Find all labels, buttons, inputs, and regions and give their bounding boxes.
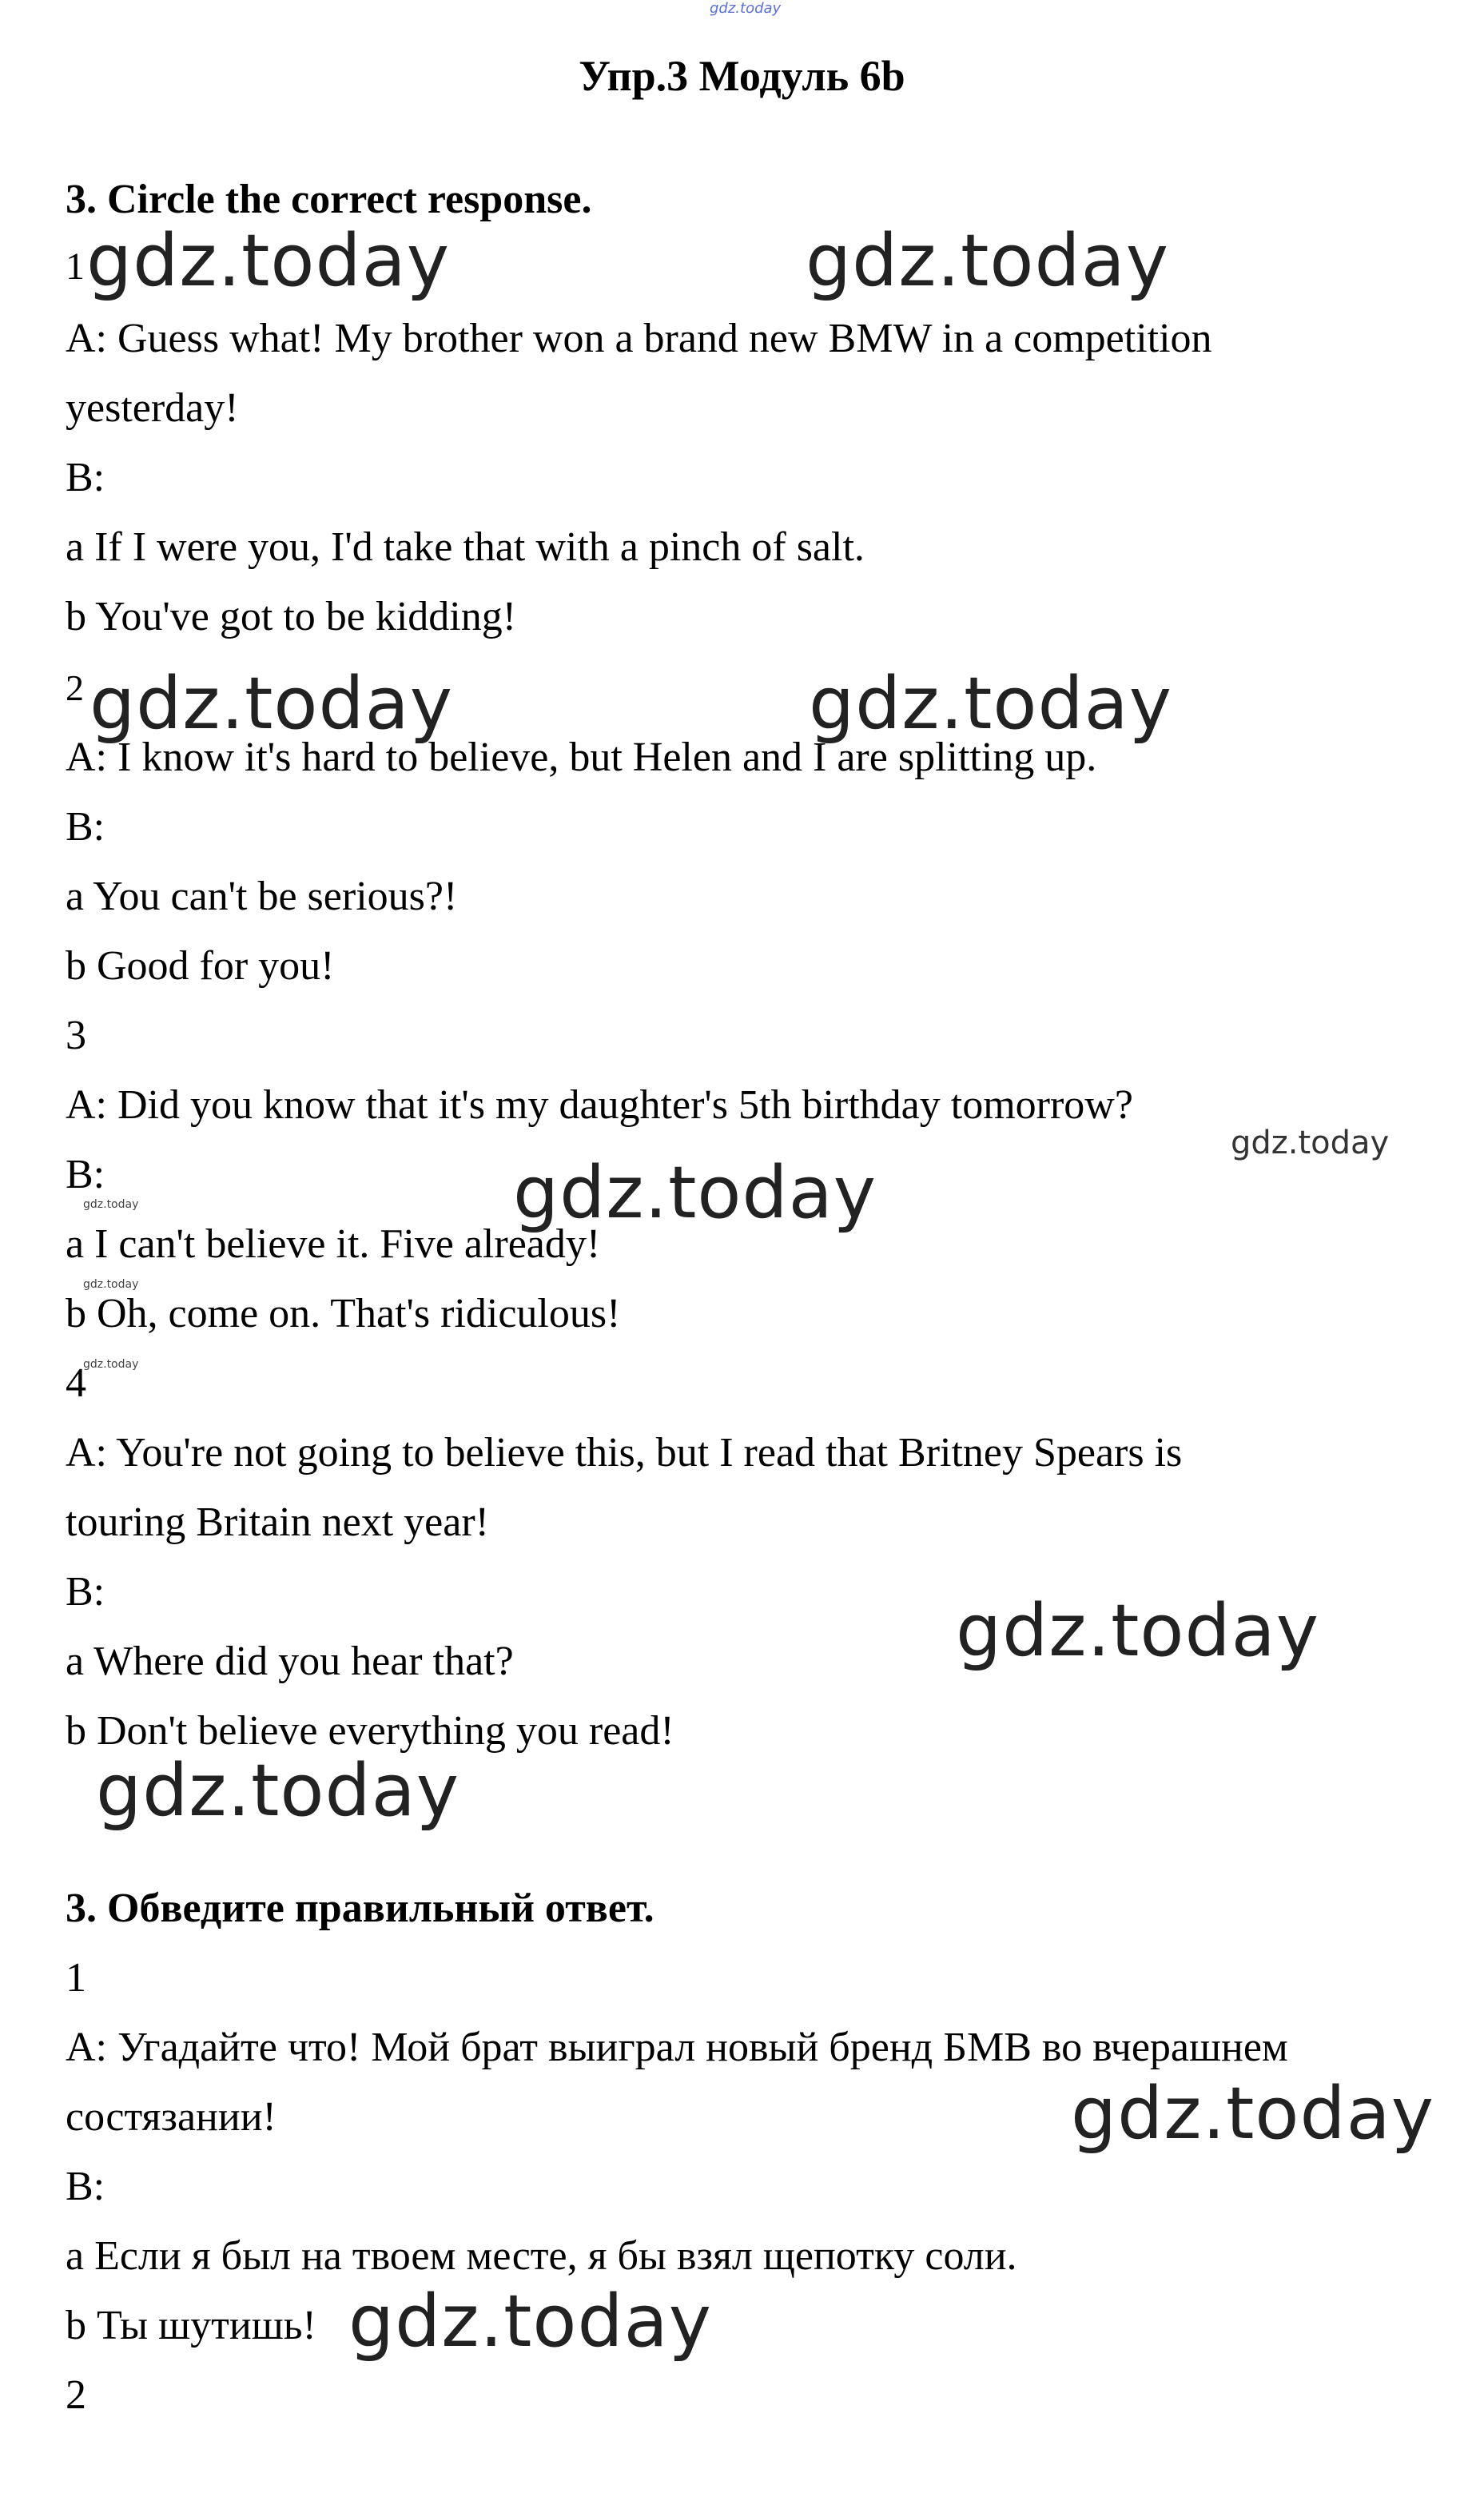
question-line: A: You're not going to believe this, but I read that Britney Spears is (66, 1430, 1183, 1475)
option-b: b Oh, come on. That's ridiculous! (66, 1291, 621, 1336)
response-label: B: (66, 1152, 105, 1197)
question-line: A: Угадайте что! Мой брат выиграл новый бренд БМВ во вчерашнем (66, 2025, 1288, 2070)
option-b: b You've got to be kidding! (66, 594, 517, 639)
question-line: A: Guess what! My brother won a brand new BMW in a competition (66, 316, 1212, 361)
question-line: touring Britain next year! (66, 1499, 489, 1545)
watermark: gdz.today (809, 662, 1173, 746)
watermark: gdz.today (1071, 2072, 1435, 2156)
watermark: gdz.today (83, 1278, 139, 1291)
option-b: b Good for you! (66, 943, 335, 989)
watermark: gdz.today (806, 219, 1170, 303)
option-b: b Don't believe everything you read! (66, 1708, 674, 1754)
response-label: B: (66, 804, 105, 850)
item-number: 1 (66, 245, 85, 288)
watermark: gdz.today (1231, 1125, 1390, 1161)
watermark: gdz.today (96, 1749, 460, 1833)
response-label: B: (66, 455, 105, 500)
option-a: a You can't be serious?! (66, 874, 458, 919)
watermark: gdz.today (83, 1198, 139, 1211)
item-number: 3 (66, 1013, 86, 1058)
watermark: gdz.today (956, 1589, 1320, 1673)
response-label: B: (66, 1569, 105, 1615)
russian-heading: 3. Обведите правильный ответ. (66, 1886, 654, 1931)
question-line: yesterday! (66, 385, 239, 431)
option-b: b Ты шутишь! (66, 2303, 316, 2348)
question-line: A: Did you know that it's my daughter's 5th birthday tomorrow? (66, 1082, 1133, 1128)
item-number: 1 (66, 1955, 86, 2001)
page-title: Упр.3 Модуль 6b (579, 52, 905, 100)
option-a: a Если я был на твоем месте, я бы взял щепотку соли. (66, 2233, 1017, 2279)
top-watermark: gdz.today (710, 0, 782, 17)
english-heading: 3. Circle the correct response. (66, 177, 592, 222)
item-number: 2 (66, 667, 84, 708)
option-a: a If I were you, I'd take that with a pinch of salt. (66, 524, 865, 570)
watermark: gdz.today (348, 2280, 713, 2364)
question-line: состязании! (66, 2094, 277, 2140)
watermark: gdz.today (90, 662, 454, 746)
item-number: 2 (66, 2372, 86, 2418)
watermark: gdz.today (513, 1151, 877, 1235)
option-a: a Where did you hear that? (66, 1639, 514, 1684)
response-label: B: (66, 2164, 105, 2209)
item-number: 4 (66, 1360, 86, 1406)
option-a: a I can't believe it. Five already! (66, 1221, 601, 1267)
question-line: A: I know it's hard to believe, but Helen and I are splitting up. (66, 735, 1097, 780)
watermark: gdz.today (83, 1358, 139, 1371)
watermark: gdz.today (86, 219, 451, 303)
